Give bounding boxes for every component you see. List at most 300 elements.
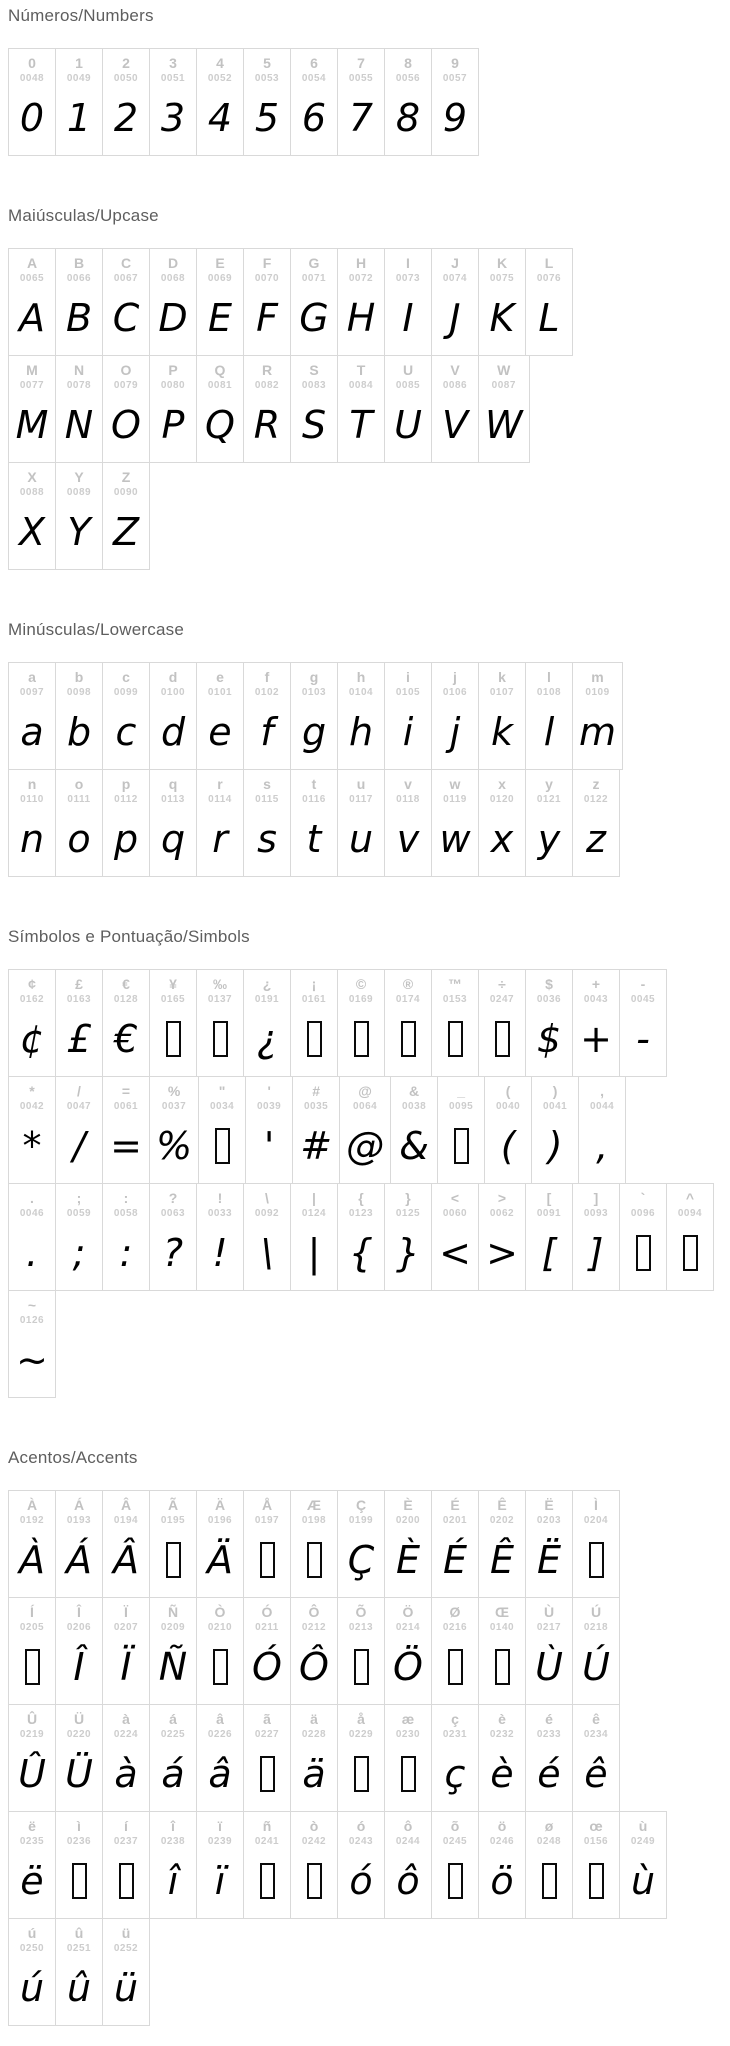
char-cell	[337, 1490, 385, 1598]
char-cell	[243, 769, 291, 877]
glyph: 6	[301, 96, 327, 140]
cell-glyph-area	[255, 89, 279, 147]
cell-glyph-area	[397, 810, 420, 868]
cell-unicode-code: 0106	[442, 687, 468, 698]
glyph: â	[208, 1752, 232, 1796]
cell-ref-char: À	[26, 1497, 38, 1513]
cell-unicode-code: 0095	[448, 1101, 474, 1112]
cell-glyph-area	[491, 810, 514, 868]
char-cell	[384, 355, 432, 463]
cell-unicode-code: 0076	[536, 273, 562, 284]
missing-glyph-box	[495, 1021, 510, 1057]
cell-ref-char: \	[265, 1190, 269, 1206]
missing-glyph-box	[72, 1863, 87, 1899]
cell-glyph-area	[20, 89, 44, 147]
cell-unicode-code: 0211	[255, 1622, 279, 1633]
cell-glyph-area	[20, 1852, 43, 1910]
char-cell	[525, 248, 573, 356]
cell-unicode-code: 0156	[583, 1836, 609, 1847]
char-cell	[102, 248, 150, 356]
char-cell	[102, 462, 150, 570]
cell-unicode-code: 0094	[677, 1208, 703, 1219]
cell-unicode-code: 0206	[66, 1622, 92, 1633]
cell-glyph-area	[490, 1745, 513, 1803]
char-cell	[290, 48, 338, 156]
cell-unicode-code: 0219	[19, 1729, 45, 1740]
cell-unicode-code: 0041	[542, 1101, 568, 1112]
cell-unicode-code: 0115	[255, 794, 279, 805]
char-cell	[431, 1811, 479, 1919]
cell-glyph-area	[19, 289, 45, 347]
missing-glyph-box	[119, 1863, 134, 1899]
char-cell	[292, 1076, 340, 1184]
cell-glyph-area	[535, 1638, 563, 1696]
cell-glyph-area	[212, 810, 228, 868]
cell-unicode-code: 0241	[254, 1836, 280, 1847]
cell-glyph-area	[67, 1959, 91, 2017]
cell-unicode-code: 0236	[66, 1836, 92, 1847]
cell-unicode-code: 0237	[113, 1836, 139, 1847]
char-row	[8, 1918, 149, 2026]
cell-ref-char: J	[451, 255, 459, 271]
cell-glyph-area	[589, 1531, 604, 1589]
char-cell	[572, 662, 623, 770]
cell-unicode-code: 0161	[301, 994, 327, 1005]
char-cell	[149, 1811, 197, 1919]
char-cell	[290, 662, 338, 770]
cell-glyph-area	[349, 89, 373, 147]
char-cell	[431, 662, 479, 770]
cell-glyph-area	[65, 396, 93, 454]
char-cell	[578, 1076, 626, 1184]
cell-ref-char: 5	[263, 55, 271, 71]
cell-glyph-area	[72, 1852, 87, 1910]
cell-glyph-area	[302, 396, 326, 454]
cell-ref-char: &	[409, 1083, 420, 1099]
cell-unicode-code: 0204	[583, 1515, 609, 1526]
missing-glyph-box	[260, 1863, 275, 1899]
cell-unicode-code: 0063	[160, 1208, 186, 1219]
cell-glyph-area	[120, 1224, 133, 1282]
cell-ref-char: ^	[685, 1190, 695, 1206]
cell-ref-char: O	[120, 362, 132, 378]
glyph: 8	[395, 96, 421, 140]
glyph: G	[299, 296, 329, 340]
cell-unicode-code: 0069	[207, 273, 233, 284]
char-section-accents	[8, 1448, 730, 2026]
glyph: Î	[73, 1645, 85, 1689]
char-cell	[384, 769, 432, 877]
cell-ref-char: d	[168, 669, 178, 685]
cell-unicode-code: 0061	[113, 1101, 139, 1112]
cell-ref-char: Í	[30, 1604, 34, 1620]
glyph: e	[208, 710, 232, 754]
cell-ref-char: .	[30, 1190, 34, 1206]
cell-ref-char: 3	[169, 55, 177, 71]
char-cell	[337, 1704, 385, 1812]
cell-ref-char: ó	[356, 1818, 366, 1834]
cell-glyph-area	[114, 810, 138, 868]
char-cell	[8, 1597, 56, 1705]
cell-glyph-area	[260, 1852, 275, 1910]
cell-unicode-code: 0047	[66, 1101, 92, 1112]
cell-ref-char: Ü	[73, 1711, 85, 1727]
cell-unicode-code: 0205	[19, 1622, 45, 1633]
cell-unicode-code: 0174	[395, 994, 421, 1005]
cell-glyph-area	[396, 1531, 420, 1589]
glyph: Ö	[393, 1645, 423, 1689]
char-cell	[384, 48, 432, 156]
cell-glyph-area	[589, 1852, 604, 1910]
cell-glyph-area	[260, 1745, 275, 1803]
char-cell	[525, 662, 573, 770]
cell-glyph-area	[302, 703, 326, 761]
cell-glyph-area	[67, 503, 90, 561]
cell-ref-char: {	[358, 1190, 364, 1206]
char-cell	[196, 1597, 244, 1705]
cell-ref-char: _	[457, 1083, 465, 1099]
cell-ref-char: m	[591, 669, 604, 685]
glyph: ü	[113, 1966, 139, 2010]
cell-glyph-area	[168, 1852, 179, 1910]
char-cell	[431, 248, 479, 356]
cell-unicode-code: 0137	[207, 994, 233, 1005]
cell-ref-char: -	[640, 976, 646, 992]
char-cell	[290, 1704, 338, 1812]
cell-unicode-code: 0064	[352, 1101, 378, 1112]
char-cell	[384, 248, 432, 356]
cell-ref-char: £	[75, 976, 83, 992]
cell-ref-char: Ç	[355, 1497, 367, 1513]
char-cell	[55, 1918, 103, 2026]
char-cell	[102, 1704, 150, 1812]
char-cell	[478, 1183, 526, 1291]
char-cell	[478, 248, 526, 356]
glyph: O	[111, 403, 141, 447]
cell-ref-char: ä	[310, 1711, 318, 1727]
char-cell	[431, 355, 479, 463]
glyph: é	[537, 1752, 561, 1796]
cell-glyph-area	[396, 89, 420, 147]
char-cell	[484, 1076, 532, 1184]
char-section-symbols	[8, 927, 730, 1398]
char-cell	[243, 1490, 291, 1598]
cell-glyph-area	[113, 289, 140, 347]
cell-ref-char: :	[123, 1190, 129, 1206]
cell-glyph-area	[207, 1531, 233, 1589]
cell-glyph-area	[401, 1745, 416, 1803]
cell-unicode-code: 0093	[583, 1208, 609, 1219]
glyph: $	[536, 1017, 562, 1061]
glyph: X	[18, 510, 46, 554]
missing-glyph-box	[636, 1235, 651, 1271]
cell-unicode-code: 0080	[160, 380, 186, 391]
cell-glyph-area	[299, 1638, 329, 1696]
cell-unicode-code: 0216	[442, 1622, 468, 1633]
char-cell	[339, 1076, 391, 1184]
char-cell	[102, 1918, 150, 2026]
cell-unicode-code: 0051	[160, 73, 186, 84]
cell-unicode-code: 0101	[207, 687, 233, 698]
cell-glyph-area	[67, 810, 90, 868]
cell-unicode-code: 0203	[536, 1515, 562, 1526]
char-cell	[55, 48, 103, 156]
cell-unicode-code: 0082	[254, 380, 280, 391]
section-rows	[8, 248, 730, 570]
cell-unicode-code: 0121	[536, 794, 562, 805]
cell-unicode-code: 0117	[349, 794, 373, 805]
missing-glyph-box	[589, 1863, 604, 1899]
char-cell	[8, 969, 56, 1077]
char-cell	[572, 1183, 620, 1291]
missing-glyph-box	[354, 1756, 369, 1792]
cell-unicode-code: 0048	[19, 73, 45, 84]
cell-ref-char: p	[121, 776, 131, 792]
glyph: V	[442, 403, 468, 447]
cell-ref-char: 2	[122, 55, 130, 71]
cell-ref-char: é	[545, 1711, 553, 1727]
cell-glyph-area	[445, 1745, 466, 1803]
glyph: Ê	[489, 1538, 514, 1582]
glyph: É	[442, 1538, 467, 1582]
glyph: €	[113, 1017, 139, 1061]
char-cell	[149, 1597, 197, 1705]
cell-glyph-area	[163, 1224, 183, 1282]
cell-ref-char: œ	[589, 1818, 603, 1834]
cell-ref-char: `	[640, 1190, 646, 1206]
cell-ref-char: î	[171, 1818, 175, 1834]
cell-glyph-area	[16, 1331, 48, 1389]
cell-glyph-area	[264, 1117, 274, 1175]
cell-unicode-code: 0194	[113, 1515, 139, 1526]
cell-unicode-code: 0125	[395, 1208, 421, 1219]
glyph: 5	[254, 96, 280, 140]
char-cell	[478, 1490, 526, 1598]
char-cell	[8, 48, 56, 156]
glyph: h	[348, 710, 374, 754]
cell-glyph-area	[162, 396, 185, 454]
cell-unicode-code: 0089	[66, 487, 92, 498]
char-cell	[198, 1076, 246, 1184]
char-row	[8, 355, 529, 463]
cell-glyph-area	[589, 1224, 604, 1282]
char-cell	[55, 662, 103, 770]
glyph: <	[439, 1231, 471, 1275]
glyph: ê	[584, 1752, 608, 1796]
glyph: '	[263, 1124, 275, 1168]
cell-unicode-code: 0068	[160, 273, 186, 284]
cell-glyph-area	[66, 289, 92, 347]
char-cell	[8, 1290, 56, 1398]
cell-ref-char: @	[358, 1083, 372, 1099]
char-cell	[55, 969, 103, 1077]
cell-unicode-code: 0083	[301, 380, 327, 391]
cell-glyph-area	[26, 1224, 38, 1282]
glyph: d	[160, 710, 186, 754]
glyph: x	[490, 817, 514, 861]
cell-ref-char: è	[498, 1711, 506, 1727]
cell-glyph-area	[584, 1745, 607, 1803]
cell-glyph-area	[20, 1959, 44, 2017]
glyph: ]	[588, 1231, 604, 1275]
glyph: Ç	[347, 1538, 375, 1582]
glyph: E	[207, 296, 232, 340]
char-cell	[55, 248, 103, 356]
char-cell	[337, 769, 385, 877]
glyph: á	[161, 1752, 185, 1796]
char-cell	[243, 355, 291, 463]
cell-unicode-code: 0037	[161, 1101, 187, 1112]
cell-glyph-area	[495, 1010, 510, 1068]
cell-ref-char: /	[77, 1083, 81, 1099]
cell-ref-char: Ã	[167, 1497, 179, 1513]
cell-glyph-area	[23, 1117, 42, 1175]
glyph: .	[25, 1231, 39, 1275]
cell-ref-char: T	[356, 362, 366, 378]
cell-glyph-area	[208, 89, 232, 147]
cell-glyph-area	[110, 1117, 142, 1175]
cell-glyph-area	[114, 1745, 137, 1803]
missing-glyph-box	[354, 1649, 369, 1685]
cell-unicode-code: 0224	[113, 1729, 139, 1740]
char-cell	[196, 1811, 244, 1919]
cell-ref-char: R	[261, 362, 273, 378]
char-cell	[8, 355, 56, 463]
char-cell	[572, 1704, 620, 1812]
cell-ref-char: ‰	[213, 976, 227, 992]
cell-ref-char: U	[402, 362, 414, 378]
cell-glyph-area	[120, 1638, 131, 1696]
cell-ref-char: g	[309, 669, 319, 685]
glyph: {	[348, 1231, 374, 1275]
cell-ref-char: 9	[451, 55, 459, 71]
char-cell	[384, 1490, 432, 1598]
char-cell	[525, 1183, 573, 1291]
cell-ref-char: ö	[497, 1818, 507, 1834]
missing-glyph-box	[448, 1021, 463, 1057]
char-cell	[290, 769, 338, 877]
char-cell	[149, 1076, 199, 1184]
glyph: K	[489, 296, 515, 340]
cell-glyph-area	[256, 289, 278, 347]
glyph: 4	[207, 96, 233, 140]
cell-ref-char: ÷	[498, 976, 506, 992]
cell-ref-char: f	[264, 669, 270, 685]
cell-unicode-code: 0098	[66, 687, 92, 698]
glyph: Á	[66, 1538, 92, 1582]
missing-glyph-box	[401, 1021, 416, 1057]
cell-unicode-code: 0252	[113, 1943, 139, 1954]
cell-glyph-area	[354, 1745, 369, 1803]
cell-unicode-code: 0050	[113, 73, 139, 84]
cell-ref-char: ¿	[262, 976, 272, 992]
char-cell	[8, 769, 56, 877]
char-cell	[196, 662, 244, 770]
glyph: +	[580, 1017, 612, 1061]
glyph: û	[66, 1966, 92, 2010]
char-cell	[196, 769, 244, 877]
cell-ref-char: Î	[77, 1604, 81, 1620]
char-cell	[55, 1704, 103, 1812]
cell-glyph-area	[349, 1224, 373, 1282]
cell-glyph-area	[442, 396, 468, 454]
cell-ref-char: õ	[450, 1818, 460, 1834]
cell-glyph-area	[20, 703, 43, 761]
cell-ref-char: )	[552, 1083, 558, 1099]
glyph: !	[212, 1231, 228, 1275]
cell-unicode-code: 0207	[113, 1622, 139, 1633]
cell-glyph-area	[73, 1638, 84, 1696]
cell-unicode-code: 0079	[113, 380, 139, 391]
cell-ref-char: Ê	[497, 1497, 507, 1513]
cell-unicode-code: 0213	[348, 1622, 374, 1633]
cell-ref-char: j	[453, 669, 457, 685]
cell-glyph-area	[20, 1010, 44, 1068]
cell-glyph-area	[119, 1852, 134, 1910]
cell-unicode-code: 0123	[348, 1208, 374, 1219]
cell-glyph-area	[439, 1224, 471, 1282]
cell-unicode-code: 0033	[207, 1208, 233, 1219]
cell-unicode-code: 0045	[630, 994, 656, 1005]
cell-unicode-code: 0059	[66, 1208, 92, 1219]
cell-glyph-area	[349, 703, 373, 761]
char-cell	[243, 248, 291, 356]
cell-glyph-area	[542, 1224, 557, 1282]
glyph: M	[15, 403, 49, 447]
cell-ref-char: }	[405, 1190, 411, 1206]
glyph: s	[257, 817, 277, 861]
cell-ref-char: ?	[168, 1190, 178, 1206]
cell-unicode-code: 0140	[489, 1622, 515, 1633]
cell-unicode-code: 0065	[19, 273, 45, 284]
cell-glyph-area	[252, 1638, 282, 1696]
cell-glyph-area	[580, 1010, 612, 1068]
cell-glyph-area	[538, 810, 561, 868]
cell-glyph-area	[586, 810, 606, 868]
char-cell	[478, 969, 526, 1077]
glyph: ç	[444, 1752, 466, 1796]
cell-unicode-code: 0102	[254, 687, 280, 698]
cell-ref-char: ò	[309, 1818, 319, 1834]
cell-glyph-area	[349, 1852, 372, 1910]
cell-unicode-code: 0038	[401, 1101, 427, 1112]
glyph: Â	[113, 1538, 139, 1582]
char-cell	[572, 1811, 620, 1919]
glyph: ó	[349, 1859, 373, 1903]
char-cell	[149, 1704, 197, 1812]
cell-ref-char: ®	[402, 976, 414, 992]
char-cell	[149, 1183, 197, 1291]
cell-ref-char: |	[312, 1190, 316, 1206]
char-cell	[102, 769, 150, 877]
cell-unicode-code: 0210	[207, 1622, 233, 1633]
missing-glyph-box	[166, 1542, 181, 1578]
char-cell	[243, 1811, 291, 1919]
cell-ref-char: à	[122, 1711, 130, 1727]
cell-glyph-area	[156, 1117, 192, 1175]
char-cell	[8, 1811, 56, 1919]
cell-unicode-code: 0105	[395, 687, 421, 698]
cell-unicode-code: 0060	[442, 1208, 468, 1219]
cell-unicode-code: 0245	[442, 1836, 468, 1847]
glyph: ,	[596, 1124, 609, 1168]
char-cell	[245, 1076, 293, 1184]
cell-unicode-code: 0109	[585, 687, 610, 698]
cell-unicode-code: 0247	[489, 994, 515, 1005]
glyph: F	[256, 296, 278, 340]
missing-glyph-box	[495, 1649, 510, 1685]
char-cell	[290, 969, 338, 1077]
